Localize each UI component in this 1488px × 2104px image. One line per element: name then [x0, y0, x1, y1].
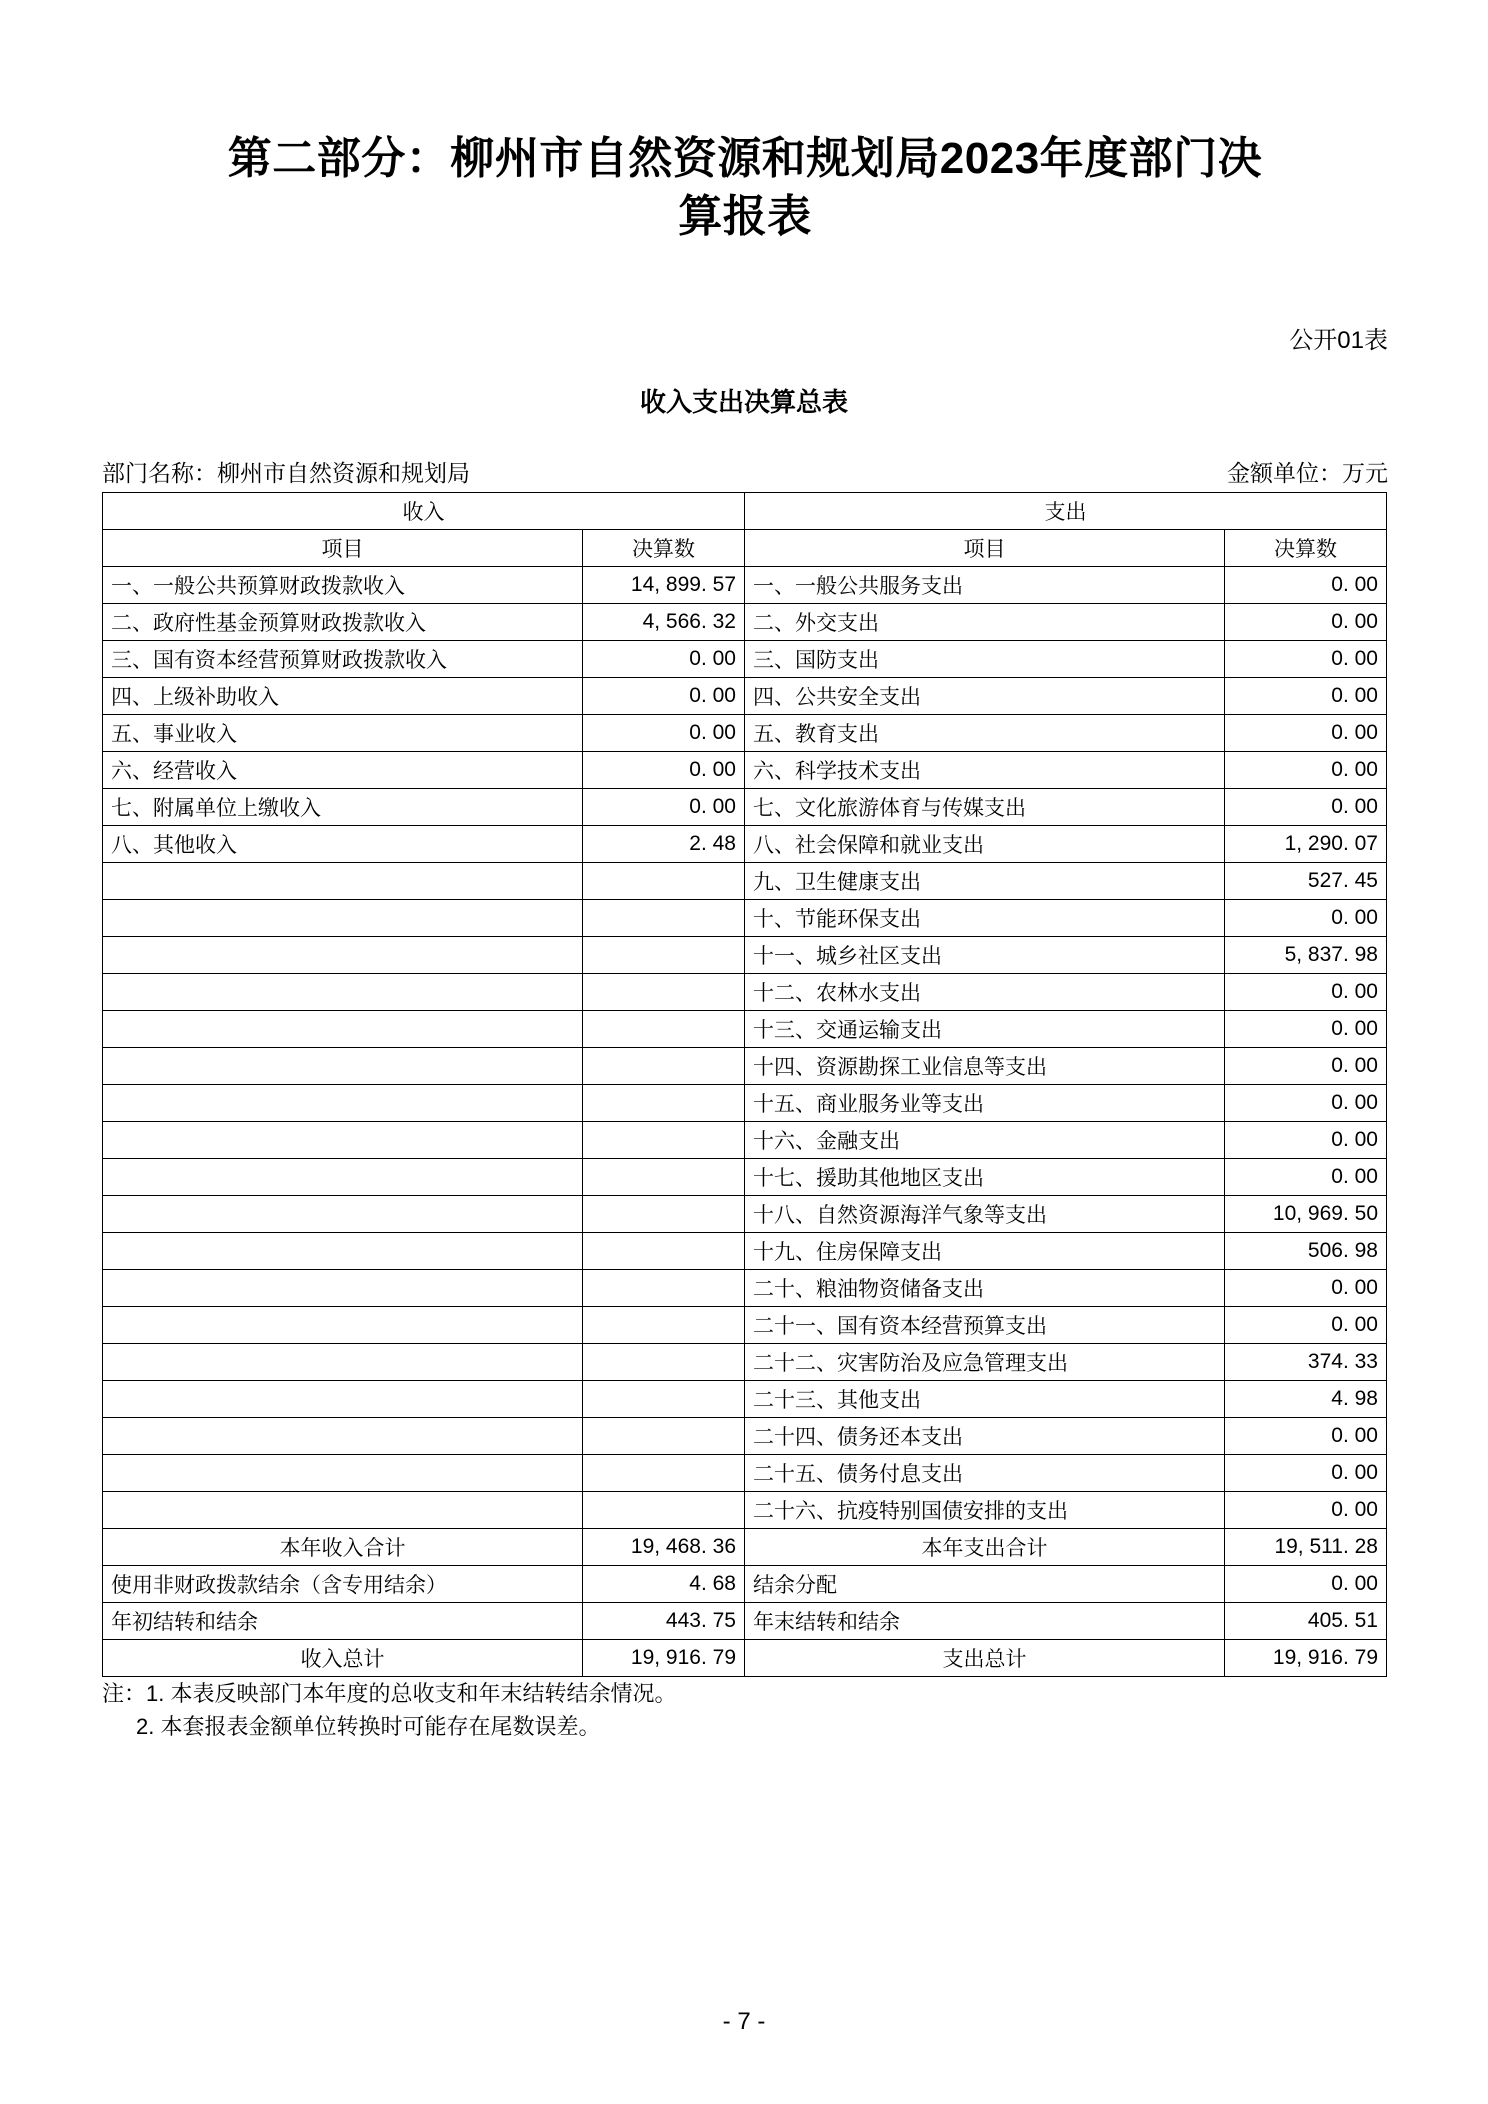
cell-income-item: 收入总计 [103, 1640, 583, 1677]
cell-expense-value: 0. 00 [1225, 1085, 1387, 1122]
cell-expense-value: 0. 00 [1225, 1011, 1387, 1048]
cell-income-value [583, 1270, 745, 1307]
cell-expense-value: 527. 45 [1225, 863, 1387, 900]
cell-expense-item: 十三、交通运输支出 [745, 1011, 1225, 1048]
cell-expense-value: 0. 00 [1225, 567, 1387, 604]
cell-expense-item: 六、科学技术支出 [745, 752, 1225, 789]
cell-income-value [583, 1492, 745, 1529]
table-row [103, 789, 1387, 826]
col-header-expense-item: 项目 [745, 530, 1225, 567]
cell-expense-item: 十六、金融支出 [745, 1122, 1225, 1159]
cell-expense-item: 支出总计 [745, 1640, 1225, 1677]
cell-income-value: 0. 00 [583, 789, 745, 826]
cell-income-value [583, 974, 745, 1011]
cell-expense-item: 十五、商业服务业等支出 [745, 1085, 1225, 1122]
table-row [103, 678, 1387, 715]
cell-expense-value: 0. 00 [1225, 1418, 1387, 1455]
cell-expense-item: 二十四、债务还本支出 [745, 1418, 1225, 1455]
cell-expense-value: 0. 00 [1225, 900, 1387, 937]
cell-income-value [583, 1122, 745, 1159]
table-row [103, 1048, 1387, 1085]
cell-expense-item: 三、国防支出 [745, 641, 1225, 678]
table-row [103, 1122, 1387, 1159]
income-expense-table [102, 492, 1387, 1677]
table-summary-row [103, 1566, 1387, 1603]
table-row [103, 752, 1387, 789]
cell-expense-value: 0. 00 [1225, 1159, 1387, 1196]
cell-expense-value: 10, 969. 50 [1225, 1196, 1387, 1233]
table-row [103, 715, 1387, 752]
note-line-1: 注：1. 本表反映部门本年度的总收支和年末结转结余情况。 [102, 1681, 677, 1706]
cell-income-item [103, 974, 583, 1011]
cell-income-item: 四、上级补助收入 [103, 678, 583, 715]
table-row [103, 937, 1387, 974]
cell-income-item [103, 863, 583, 900]
cell-income-item [103, 1085, 583, 1122]
cell-income-item: 本年收入合计 [103, 1529, 583, 1566]
cell-expense-value: 0. 00 [1225, 715, 1387, 752]
table-column-header-row [103, 530, 1387, 567]
table-row [103, 974, 1387, 1011]
cell-income-item [103, 1418, 583, 1455]
table-row [103, 641, 1387, 678]
cell-expense-item: 二、外交支出 [745, 604, 1225, 641]
cell-income-value: 4, 566. 32 [583, 604, 745, 641]
cell-income-item: 使用非财政拨款结余（含专用结余） [103, 1566, 583, 1603]
table-row [103, 1196, 1387, 1233]
cell-income-item [103, 900, 583, 937]
cell-income-item: 三、国有资本经营预算财政拨款收入 [103, 641, 583, 678]
table-row [103, 1270, 1387, 1307]
amount-unit: 金额单位：万元 [1227, 460, 1388, 486]
cell-expense-item: 一、一般公共服务支出 [745, 567, 1225, 604]
cell-income-value [583, 1418, 745, 1455]
col-header-income-item: 项目 [103, 530, 583, 567]
cell-income-item [103, 1344, 583, 1381]
sheet-number: 公开01表 [1289, 327, 1388, 354]
cell-expense-value: 19, 916. 79 [1225, 1640, 1387, 1677]
cell-expense-item: 二十、粮油物资储备支出 [745, 1270, 1225, 1307]
cell-income-item: 一、一般公共预算财政拨款收入 [103, 567, 583, 604]
col-header-expense-value: 决算数 [1225, 530, 1387, 567]
cell-income-item: 二、政府性基金预算财政拨款收入 [103, 604, 583, 641]
cell-income-item [103, 1270, 583, 1307]
cell-expense-value: 0. 00 [1225, 1048, 1387, 1085]
cell-income-value [583, 1085, 745, 1122]
cell-expense-item: 十七、援助其他地区支出 [745, 1159, 1225, 1196]
cell-income-value [583, 937, 745, 974]
cell-income-value: 2. 48 [583, 826, 745, 863]
page-number: - 7 - [722, 2008, 766, 2035]
cell-income-item: 八、其他收入 [103, 826, 583, 863]
cell-expense-value: 1, 290. 07 [1225, 826, 1387, 863]
cell-income-item [103, 1011, 583, 1048]
table-row [103, 1381, 1387, 1418]
cell-expense-value: 0. 00 [1225, 1307, 1387, 1344]
cell-expense-item: 二十一、国有资本经营预算支出 [745, 1307, 1225, 1344]
cell-income-value [583, 1455, 745, 1492]
cell-expense-item: 二十二、灾害防治及应急管理支出 [745, 1344, 1225, 1381]
cell-expense-value: 0. 00 [1225, 752, 1387, 789]
cell-expense-item: 本年支出合计 [745, 1529, 1225, 1566]
cell-expense-value: 0. 00 [1225, 678, 1387, 715]
cell-expense-value: 374. 33 [1225, 1344, 1387, 1381]
cell-income-value: 443. 75 [583, 1603, 745, 1640]
cell-expense-value: 0. 00 [1225, 789, 1387, 826]
cell-income-item: 五、事业收入 [103, 715, 583, 752]
table-row [103, 1455, 1387, 1492]
cell-income-item [103, 1307, 583, 1344]
table-row [103, 900, 1387, 937]
cell-income-value: 19, 468. 36 [583, 1529, 745, 1566]
cell-income-value [583, 863, 745, 900]
cell-income-value [583, 1307, 745, 1344]
table-title: 收入支出决算总表 [639, 387, 848, 417]
cell-income-item [103, 1233, 583, 1270]
cell-expense-value: 0. 00 [1225, 974, 1387, 1011]
cell-income-value [583, 1344, 745, 1381]
cell-expense-item: 七、文化旅游体育与传媒支出 [745, 789, 1225, 826]
table-row [103, 1159, 1387, 1196]
cell-expense-value: 4. 98 [1225, 1381, 1387, 1418]
cell-expense-item: 结余分配 [745, 1566, 1225, 1603]
cell-expense-value: 0. 00 [1225, 1492, 1387, 1529]
note-line-2: 2. 本套报表金额单位转换时可能存在尾数误差。 [136, 1714, 601, 1739]
table-meta [102, 455, 1388, 488]
cell-income-value: 4. 68 [583, 1566, 745, 1603]
cell-income-item [103, 1492, 583, 1529]
cell-expense-item: 十八、自然资源海洋气象等支出 [745, 1196, 1225, 1233]
cell-expense-item: 九、卫生健康支出 [745, 863, 1225, 900]
cell-income-value [583, 1233, 745, 1270]
col-header-income-value: 决算数 [583, 530, 745, 567]
cell-income-value [583, 1011, 745, 1048]
table-group-header-row [103, 493, 1387, 530]
cell-expense-value: 0. 00 [1225, 1122, 1387, 1159]
cell-income-value [583, 1381, 745, 1418]
cell-expense-item: 四、公共安全支出 [745, 678, 1225, 715]
cell-expense-item: 十二、农林水支出 [745, 974, 1225, 1011]
cell-income-item [103, 1122, 583, 1159]
cell-expense-item: 二十六、抗疫特别国债安排的支出 [745, 1492, 1225, 1529]
cell-expense-item: 十九、住房保障支出 [745, 1233, 1225, 1270]
table-row [103, 1011, 1387, 1048]
cell-expense-item: 十四、资源勘探工业信息等支出 [745, 1048, 1225, 1085]
table-row [103, 1307, 1387, 1344]
cell-income-item: 年初结转和结余 [103, 1603, 583, 1640]
cell-income-value [583, 1196, 745, 1233]
cell-income-item [103, 1381, 583, 1418]
cell-expense-item: 十、节能环保支出 [745, 900, 1225, 937]
cell-income-item [103, 1159, 583, 1196]
cell-expense-value: 405. 51 [1225, 1603, 1387, 1640]
table-row [103, 1492, 1387, 1529]
cell-expense-item: 二十三、其他支出 [745, 1381, 1225, 1418]
department-name: 部门名称：柳州市自然资源和规划局 [102, 460, 470, 486]
cell-expense-value: 0. 00 [1225, 1455, 1387, 1492]
cell-income-value: 0. 00 [583, 678, 745, 715]
cell-income-item: 七、附属单位上缴收入 [103, 789, 583, 826]
cell-income-value: 0. 00 [583, 752, 745, 789]
cell-expense-value: 0. 00 [1225, 1270, 1387, 1307]
cell-expense-item: 二十五、债务付息支出 [745, 1455, 1225, 1492]
table-row [103, 567, 1387, 604]
table-body [103, 567, 1387, 1677]
table-row [103, 1418, 1387, 1455]
cell-expense-item: 五、教育支出 [745, 715, 1225, 752]
cell-income-item [103, 1196, 583, 1233]
cell-expense-item: 八、社会保障和就业支出 [745, 826, 1225, 863]
table-row [103, 863, 1387, 900]
group-header-income: 收入 [103, 493, 745, 530]
cell-income-value: 19, 916. 79 [583, 1640, 745, 1677]
table-row [103, 604, 1387, 641]
cell-expense-value: 19, 511. 28 [1225, 1529, 1387, 1566]
table-row [103, 826, 1387, 863]
group-header-expense: 支出 [745, 493, 1387, 530]
cell-expense-value: 5, 837. 98 [1225, 937, 1387, 974]
cell-expense-item: 十一、城乡社区支出 [745, 937, 1225, 974]
cell-income-value: 0. 00 [583, 715, 745, 752]
cell-income-item: 六、经营收入 [103, 752, 583, 789]
cell-income-value [583, 1159, 745, 1196]
cell-income-item [103, 1048, 583, 1085]
cell-expense-value: 0. 00 [1225, 641, 1387, 678]
cell-income-value [583, 900, 745, 937]
table-row [103, 1344, 1387, 1381]
table-row [103, 1085, 1387, 1122]
cell-income-item [103, 1455, 583, 1492]
table-row [103, 1233, 1387, 1270]
cell-expense-item: 年末结转和结余 [745, 1603, 1225, 1640]
cell-income-value [583, 1048, 745, 1085]
cell-income-item [103, 937, 583, 974]
cell-income-value: 0. 00 [583, 641, 745, 678]
page-title: 第二部分：柳州市自然资源和规划局2023年度部门决算报表 [227, 134, 1263, 242]
table-summary-row [103, 1529, 1387, 1566]
cell-expense-value: 0. 00 [1225, 604, 1387, 641]
cell-expense-value: 0. 00 [1225, 1566, 1387, 1603]
table-summary-row [103, 1603, 1387, 1640]
table-summary-row [103, 1640, 1387, 1677]
cell-income-value: 14, 899. 57 [583, 567, 745, 604]
cell-expense-value: 506. 98 [1225, 1233, 1387, 1270]
table-notes [102, 1677, 676, 1743]
